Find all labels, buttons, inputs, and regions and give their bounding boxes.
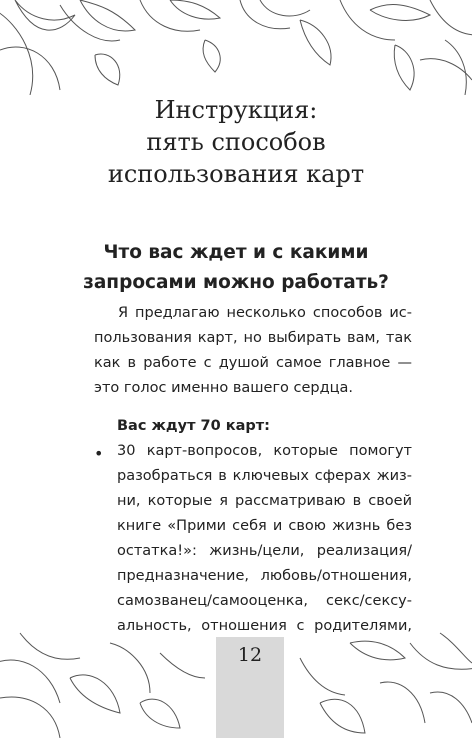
- cards-heading: Вас ждут 70 карт:: [117, 418, 270, 434]
- section-heading-line-1: Что вас ждет и с какими: [103, 242, 369, 263]
- bullet-icon: •: [94, 444, 104, 463]
- section-heading-line-2: запросами можно работать?: [83, 272, 389, 293]
- intro-line: Я предлагаю несколько способов ис-: [118, 305, 412, 321]
- title-line-1: Инструкция:: [154, 96, 318, 124]
- list-item-line: книге «Прими себя и свою жизнь без: [117, 518, 412, 534]
- section-heading: [0, 238, 472, 298]
- intro-line: пользования карт, но выбирать вам, так: [94, 330, 412, 346]
- page-title: [0, 94, 472, 190]
- top-floral-decoration: [0, 0, 472, 95]
- title-line-2: пять способов: [146, 128, 326, 156]
- intro-line: как в работе с душой самое главное —: [94, 355, 412, 371]
- list-item: [117, 439, 412, 639]
- list-item-line: самозванец/самооценка, секс/сексу-: [117, 593, 412, 609]
- list-item-line: ни, которые я рассматриваю в своей: [117, 493, 412, 509]
- title-line-3: использования карт: [107, 160, 365, 188]
- list-item-line: 30 карт-вопросов, которые помогут: [117, 443, 412, 459]
- page-number: 12: [237, 644, 263, 666]
- list-item-line: разобраться в ключевых сферах жиз-: [117, 468, 412, 484]
- list-item-line: альность, отношения с родителями,: [117, 618, 412, 634]
- intro-paragraph: [94, 301, 412, 401]
- intro-line: это голос именно вашего сердца.: [94, 380, 354, 396]
- list-item-line: предназначение, любовь/отношения,: [117, 568, 412, 584]
- list-item-line: остатка!»: жизнь/цели, реализация/: [117, 543, 412, 559]
